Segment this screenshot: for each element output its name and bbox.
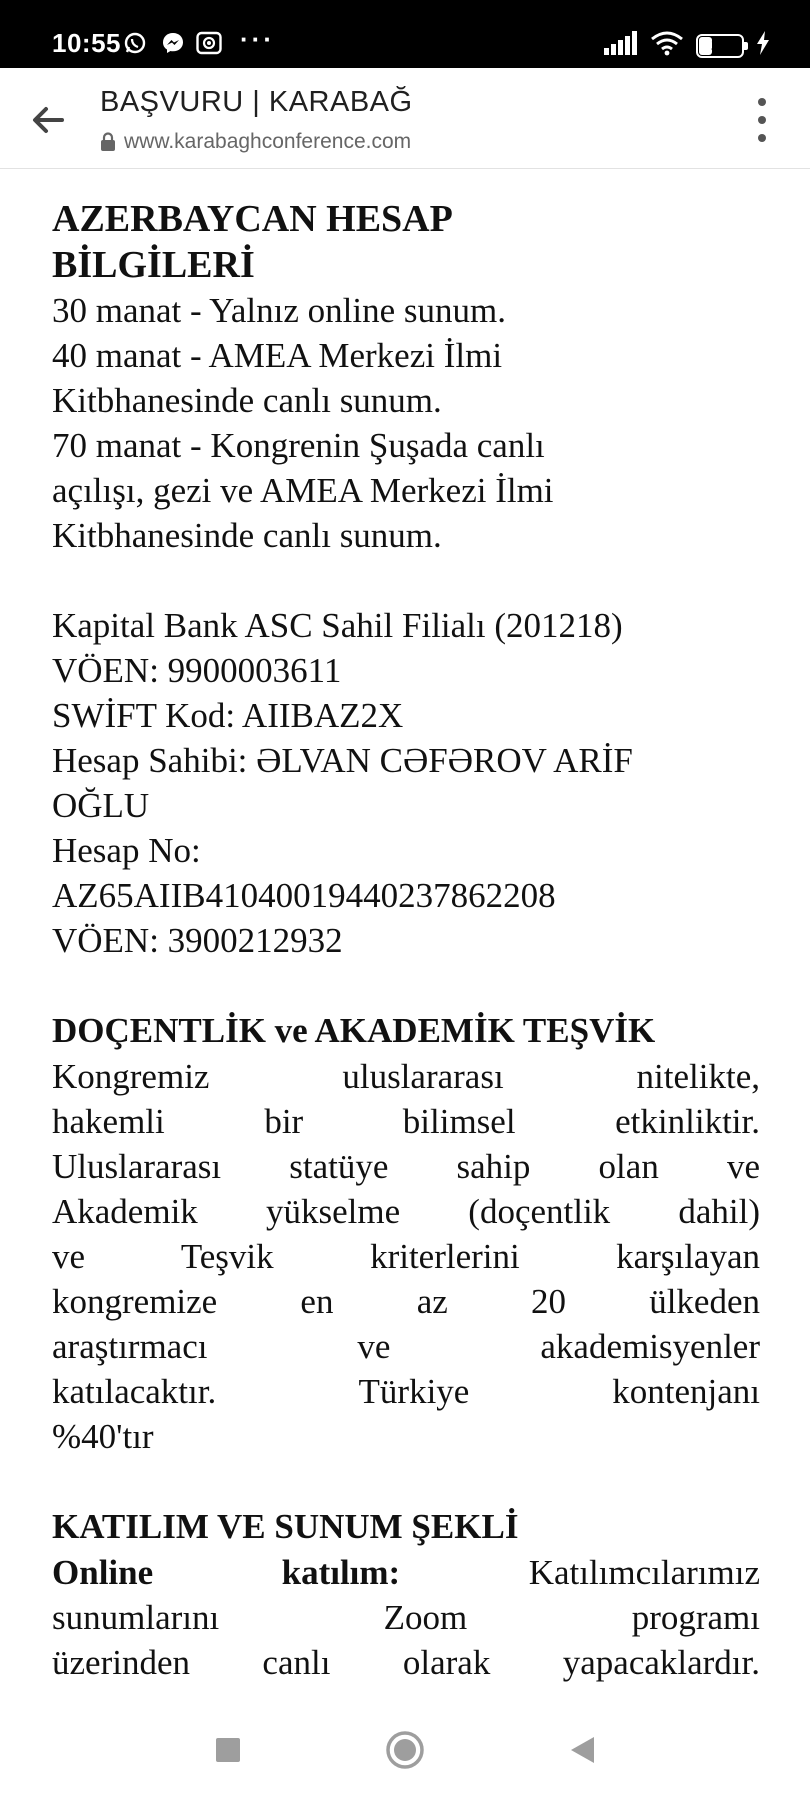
arrow-left-icon bbox=[28, 100, 68, 140]
status-bar bbox=[0, 0, 810, 68]
paragraph-line: sunumlarını Zoom programı bbox=[52, 1598, 760, 1637]
price-line: 30 manat - Yalnız online sunum. bbox=[52, 291, 506, 330]
overflow-menu-button[interactable] bbox=[754, 98, 770, 142]
square-icon bbox=[215, 1737, 241, 1763]
nav-back-button[interactable] bbox=[562, 1730, 602, 1770]
section-heading-docentlik: DOÇENTLİK ve AKADEMİK TEŞVİK bbox=[52, 1011, 656, 1050]
system-nav-bar bbox=[0, 1700, 810, 1800]
heading-line: AZERBAYCAN HESAP bbox=[52, 198, 453, 240]
browser-header bbox=[0, 68, 810, 169]
lock-icon bbox=[100, 132, 116, 152]
back-button[interactable] bbox=[28, 100, 68, 140]
heading-line: BİLGİLERİ bbox=[52, 244, 255, 286]
paragraph-line: üzerinden canlı olarak yapacaklardır. bbox=[52, 1643, 760, 1682]
paragraph-line: Uluslararası statüye sahip olan ve bbox=[52, 1147, 760, 1186]
battery-icon bbox=[696, 34, 744, 58]
bank-line: Kapital Bank ASC Sahil Filialı (201218) bbox=[52, 606, 623, 645]
spacer bbox=[52, 558, 760, 603]
bank-line: Hesap Sahibi: ƏLVAN CƏFƏROV ARİF bbox=[52, 741, 633, 780]
price-line: Kitbhanesinde canlı sunum. bbox=[52, 381, 442, 420]
paragraph-line: kongremize en az 20 ülkeden bbox=[52, 1282, 760, 1321]
more-notifications-icon: ··· bbox=[240, 24, 275, 54]
status-time: 10:55 bbox=[52, 28, 121, 58]
page-title: BAŞVURU | KARABAĞ bbox=[100, 86, 413, 118]
screen-record-icon bbox=[196, 30, 222, 56]
bank-line: VÖEN: 9900003611 bbox=[52, 651, 342, 690]
bank-line: AZ65AIIB41040019440237862208 bbox=[52, 876, 556, 915]
url-text: www.karabaghconference.com bbox=[124, 130, 412, 153]
section-heading-katilim: KATILIM VE SUNUM ŞEKLİ bbox=[52, 1507, 519, 1546]
triangle-back-icon bbox=[568, 1735, 596, 1765]
paragraph-text: Katılımcılarımız bbox=[528, 1553, 760, 1592]
spacer bbox=[52, 1459, 760, 1504]
menu-dot-icon bbox=[758, 98, 766, 106]
messenger-icon bbox=[160, 30, 186, 56]
page-content bbox=[52, 196, 760, 1685]
home-button[interactable] bbox=[385, 1730, 425, 1770]
battery-fill bbox=[699, 37, 712, 55]
price-line: açılışı, gezi ve AMEA Merkezi İlmi bbox=[52, 471, 554, 510]
katilim-paragraph bbox=[52, 1550, 760, 1685]
wifi-icon bbox=[650, 30, 684, 61]
menu-dot-icon bbox=[758, 134, 766, 142]
paragraph-line: ve Teşvik kriterlerini karşılayan bbox=[52, 1237, 760, 1276]
recents-button[interactable] bbox=[208, 1730, 248, 1770]
signal-icon bbox=[604, 31, 638, 60]
bank-line: VÖEN: 3900212932 bbox=[52, 921, 343, 960]
menu-dot-icon bbox=[758, 116, 766, 124]
online-katilim-label: Online katılım: bbox=[52, 1553, 401, 1592]
bank-line: OĞLU bbox=[52, 786, 150, 825]
battery-level: 29 bbox=[711, 36, 729, 54]
paragraph-line: hakemli bir bilimsel etkinliktir. bbox=[52, 1102, 760, 1141]
section-heading-azerbaycan bbox=[52, 196, 760, 288]
paragraph-line: Akademik yükselme (doçentlik dahil) bbox=[52, 1192, 760, 1231]
paragraph-line: %40'tır bbox=[52, 1417, 154, 1456]
whatsapp-icon bbox=[122, 30, 148, 56]
price-list bbox=[52, 288, 760, 558]
paragraph-line: Kongremiz uluslararası nitelikte, bbox=[52, 1057, 760, 1096]
paragraph-line: katılacaktır. Türkiye kontenjanı bbox=[52, 1372, 760, 1411]
paragraph-line bbox=[52, 1550, 760, 1595]
circle-icon bbox=[385, 1730, 425, 1770]
bank-line: SWİFT Kod: AIIBAZ2X bbox=[52, 696, 404, 735]
bank-line: Hesap No: bbox=[52, 831, 201, 870]
price-line: 70 manat - Kongrenin Şuşada canlı bbox=[52, 426, 545, 465]
charging-icon bbox=[756, 31, 770, 60]
spacer bbox=[52, 963, 760, 1008]
url-bar[interactable] bbox=[100, 130, 411, 154]
docentlik-paragraph bbox=[52, 1054, 760, 1459]
paragraph-line: araştırmacı ve akademisyenler bbox=[52, 1327, 760, 1366]
bank-details bbox=[52, 603, 760, 963]
price-line: Kitbhanesinde canlı sunum. bbox=[52, 516, 442, 555]
price-line: 40 manat - AMEA Merkezi İlmi bbox=[52, 336, 503, 375]
